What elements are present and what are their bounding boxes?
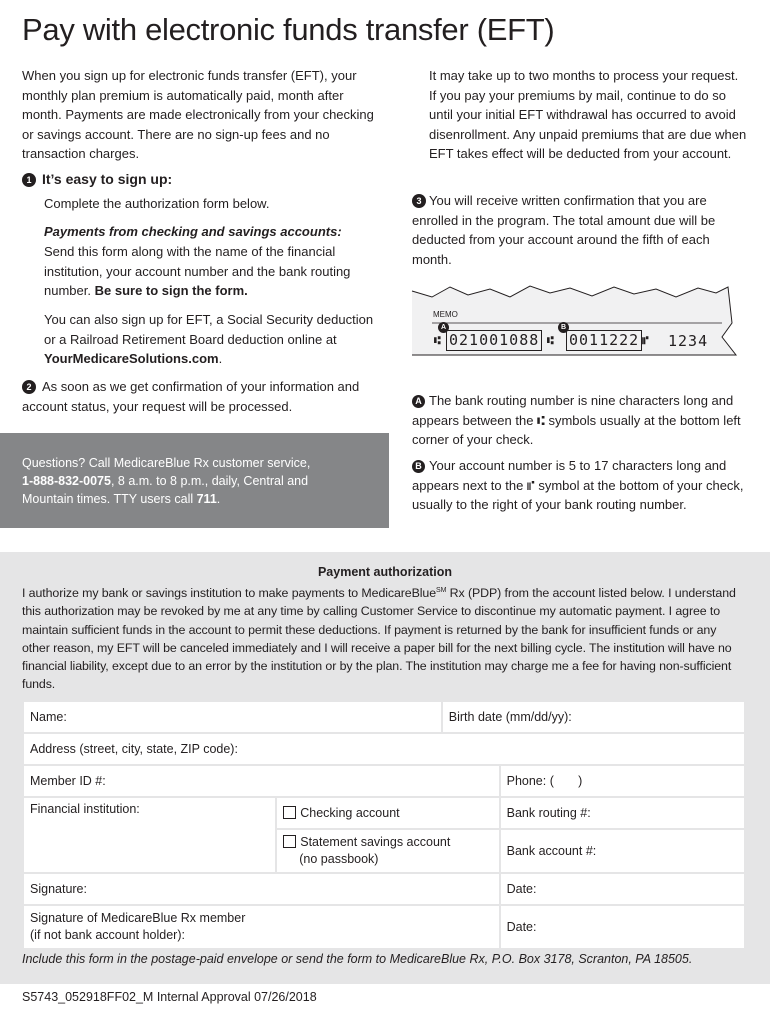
questions-hours: , 8 a.m. to 8 p.m., daily, Central and Mountain times. TTY users call	[22, 474, 309, 506]
member-id-field[interactable]: Member ID #:	[23, 765, 500, 797]
sign-form-note: Be sure to sign the form.	[94, 283, 248, 299]
step-number-2: 2	[22, 380, 36, 394]
marker-a: A	[438, 322, 449, 333]
marker-b: B	[558, 322, 569, 333]
website-link[interactable]: YourMedicareSolutions.com	[44, 351, 219, 367]
check-number: 1234	[668, 332, 709, 350]
mailing-instructions: Include this form in the postage-paid envelope or send the form to MedicareBlue Rx, P.O. Box 3178, Scranton, PA 18505.	[22, 952, 693, 966]
authorization-text-start: I authorize my bank or savings institution to make payments to MedicareBlue	[22, 586, 436, 601]
bank-account-field[interactable]: Bank account #:	[500, 829, 745, 873]
step2-text: As soon as we get confirmation of your information and account status, your request will be processed.	[22, 379, 360, 414]
savings-label: Statement savings account	[300, 835, 451, 849]
processing-text: It may take up to two months to process your request. If you pay your premiums by mail, continue to do so until your initial EFT withdrawal has occurred to avoid disenrollment. Any unpaid premiums that are due when EFT takes effect will be deducted from your account.	[429, 68, 747, 162]
authorization-text-rest: Rx (PDP) from the account listed below. I understand this authorization may be revoked by me at any time by calling Customer Service to discontinue my automatic payment. I agree to maintain sufficient funds in the account to permit these deductions. If payment is returned by the bank for insufficient funds or any other reason, my EFT will be canceled immediately and I will receive a paper bill for the next billing cycle. The institution will have no financial liability, except due to an error by the institution or by the plan. The institution may charge me a fee for having non-sufficient funds.	[22, 586, 736, 692]
account-number: 0011222	[566, 330, 642, 351]
on-us-symbol: ⑈	[642, 335, 649, 347]
member-signature-field[interactable]	[23, 905, 500, 949]
questions-period: .	[216, 492, 221, 506]
step-number-1: 1	[22, 173, 36, 187]
check-illustration	[410, 283, 740, 373]
address-field[interactable]: Address (street, city, state, ZIP code):	[23, 733, 745, 765]
accounts-text	[44, 242, 374, 301]
note-a-text: The bank routing number is nine characters long and appears between the ⑆ symbols usually at the bottom left corner of your check.	[412, 393, 741, 448]
step-number-3: 3	[412, 194, 426, 208]
routing-number: 021001088	[446, 330, 542, 351]
step2	[22, 377, 372, 416]
customer-service-phone[interactable]: 1-888-832-0075	[22, 474, 111, 488]
page-title: Pay with electronic funds transfer (EFT)	[22, 12, 555, 47]
step3-text: You will receive written confirmation that you are enrolled in the program. The total amount due will be deducted from your account around the fifth of each month.	[412, 193, 716, 267]
phone-field[interactable]: Phone: ( )	[500, 765, 745, 797]
step1-heading-text: It’s easy to sign up:	[42, 171, 173, 187]
signature-field[interactable]: Signature:	[23, 873, 500, 905]
member-date-field[interactable]: Date:	[500, 905, 745, 949]
checking-account-option[interactable]	[276, 797, 499, 829]
checking-checkbox[interactable]	[283, 806, 296, 819]
authorization-heading: Payment authorization	[317, 565, 453, 579]
note-a-marker: A	[412, 395, 425, 408]
note-b-text: Your account number is 5 to 17 characters long and appears next to the ⑈ symbol at the bottom of your check, usually to the right of your bank routing number.	[412, 458, 744, 513]
note-b	[412, 456, 747, 515]
note-b-marker: B	[412, 460, 425, 473]
service-mark: SM	[436, 587, 447, 594]
footer-code: S5743_052918FF02_M Internal Approval 07/26/2018	[22, 990, 317, 1004]
savings-checkbox[interactable]	[283, 835, 296, 848]
check-outline	[410, 283, 740, 373]
accounts-body: Send this form along with the name of the financial institution, your account number and the bank routing number.	[44, 244, 351, 299]
memo-label: MEMO	[433, 310, 458, 319]
date-field[interactable]: Date:	[500, 873, 745, 905]
birth-date-field[interactable]: Birth date (mm/dd/yy):	[442, 701, 745, 733]
transit-symbol-left: ⑆	[434, 335, 441, 347]
savings-sublabel: (no passbook)	[299, 852, 379, 866]
step3	[412, 191, 747, 269]
transit-symbol-right: ⑆	[547, 335, 554, 347]
bank-routing-field[interactable]: Bank routing #:	[500, 797, 745, 829]
online-signup-text: You can also sign up for EFT, a Social Security deduction or a Railroad Retirement Board deduction online at YourMedicareSolutions.com.	[44, 312, 374, 367]
financial-institution-field[interactable]: Financial institution:	[23, 797, 276, 873]
authorization-form	[22, 700, 746, 950]
note-a	[412, 391, 747, 450]
intro-paragraph: When you sign up for electronic funds transfer (EFT), your monthly plan premium is automatically paid, month after month. Payments are made electronically from your checking or savings account. There are no sign-up fees and no transaction charges.	[22, 68, 374, 162]
member-signature-sublabel: (if not bank account holder):	[30, 928, 185, 942]
questions-box	[0, 433, 389, 528]
step1-heading	[22, 171, 172, 187]
checking-label: Checking account	[300, 806, 400, 820]
authorization-text	[22, 582, 746, 693]
step1-text: Complete the authorization form below.	[44, 196, 270, 211]
online-signup-body: You can also sign up for EFT, a Social Security deduction or a Railroad Retirement Board deduction online at	[44, 312, 374, 347]
savings-account-option[interactable]	[276, 829, 499, 873]
accounts-heading: Payments from checking and savings accounts:	[44, 224, 342, 239]
tty-number[interactable]: 711	[196, 492, 217, 506]
name-field[interactable]: Name:	[23, 701, 442, 733]
member-signature-label: Signature of MedicareBlue Rx member	[30, 911, 246, 925]
questions-text: Questions? Call MedicareBlue Rx customer service,	[22, 456, 311, 470]
